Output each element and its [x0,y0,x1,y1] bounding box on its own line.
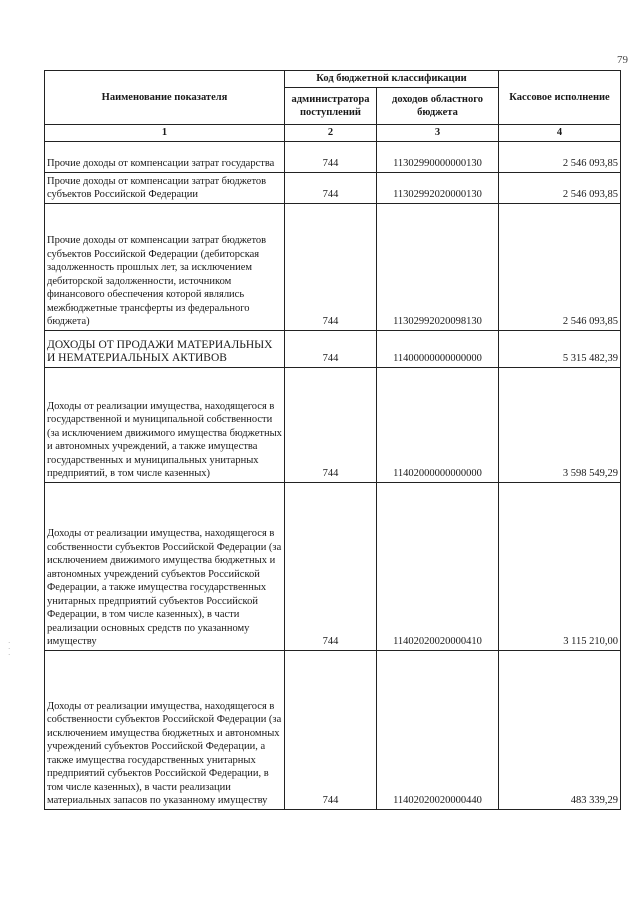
header-admin: администратора поступлений [285,88,377,125]
execution-amount: 2 546 093,85 [499,172,621,203]
execution-amount: 3 598 549,29 [499,367,621,482]
execution-amount: 5 315 482,39 [499,330,621,367]
indicator-name: Доходы от реализации имущества, находящегося в собственности субъектов Российской Федерации (за исключением имущества бюджетных и автономных учреждений субъектов Российской Федерации, а также имущества государственных унитарных предприятий субъектов Российской Федерации, в том числе казенных), в части реализации материальных запасов по указанному имуществу [45,650,285,809]
budget-code: 11302992020098130 [377,203,499,330]
budget-code: 11402020020000410 [377,482,499,650]
admin-code: 744 [285,330,377,367]
budget-code: 11302992020000130 [377,172,499,203]
header-execution: Кассовое исполнение [499,71,621,125]
table-row [45,172,621,203]
admin-code: 744 [285,482,377,650]
header-row-1 [45,71,621,88]
budget-table [44,70,621,810]
indicator-name: Прочие доходы от компенсации затрат государства [45,141,285,172]
admin-code: 744 [285,650,377,809]
table-row [45,482,621,650]
indicator-name: Доходы от реализации имущества, находящегося в государственной и муниципальной собственности (за исключением движимого имущества бюджетных и автономных учреждений, а также имущества государственных и муниципальных унитарных предприятий, в том числе казенных) [45,367,285,482]
indicator-name: ДОХОДЫ ОТ ПРОДАЖИ МАТЕРИАЛЬНЫХ И НЕМАТЕРИАЛЬНЫХ АКТИВОВ [45,330,285,367]
execution-amount: 483 339,29 [499,650,621,809]
admin-code: 744 [285,172,377,203]
header-classification: Код бюджетной классификации [285,71,499,88]
scan-artifact: · · · [8,639,11,659]
table-row [45,203,621,330]
admin-code: 744 [285,203,377,330]
admin-code: 744 [285,367,377,482]
execution-amount: 2 546 093,85 [499,203,621,330]
indicator-name: Доходы от реализации имущества, находящегося в собственности субъектов Российской Федерации (за исключением движимого имущества бюджетных и автономных учреждений субъектов Российской Федерации, а также имущества государственных унитарных предприятий субъектов Российской Федерации, в том числе казенных), в части реализации основных средств по указанному имуществу [45,482,285,650]
table-row [45,330,621,367]
column-number: 4 [499,125,621,142]
header-name: Наименование показателя [45,71,285,125]
admin-code: 744 [285,141,377,172]
column-number: 2 [285,125,377,142]
column-number: 1 [45,125,285,142]
table-row [45,141,621,172]
budget-code: 11400000000000000 [377,330,499,367]
indicator-name: Прочие доходы от компенсации затрат бюджетов субъектов Российской Федерации [45,172,285,203]
page-number: 79 [617,54,628,66]
table-row [45,367,621,482]
table-row [45,650,621,809]
execution-amount: 3 115 210,00 [499,482,621,650]
column-number: 3 [377,125,499,142]
header-income: доходов областного бюджета [377,88,499,125]
indicator-name: Прочие доходы от компенсации затрат бюджетов субъектов Российской Федерации (дебиторская задолженность прошлых лет, за исключением дебиторской задолженности, источником финансового обеспечения которой являлись межбюджетные трансферты из федерального бюджета) [45,203,285,330]
budget-code: 11402020020000440 [377,650,499,809]
column-number-row [45,125,621,142]
execution-amount: 2 546 093,85 [499,141,621,172]
budget-code: 11402000000000000 [377,367,499,482]
budget-code: 11302990000000130 [377,141,499,172]
